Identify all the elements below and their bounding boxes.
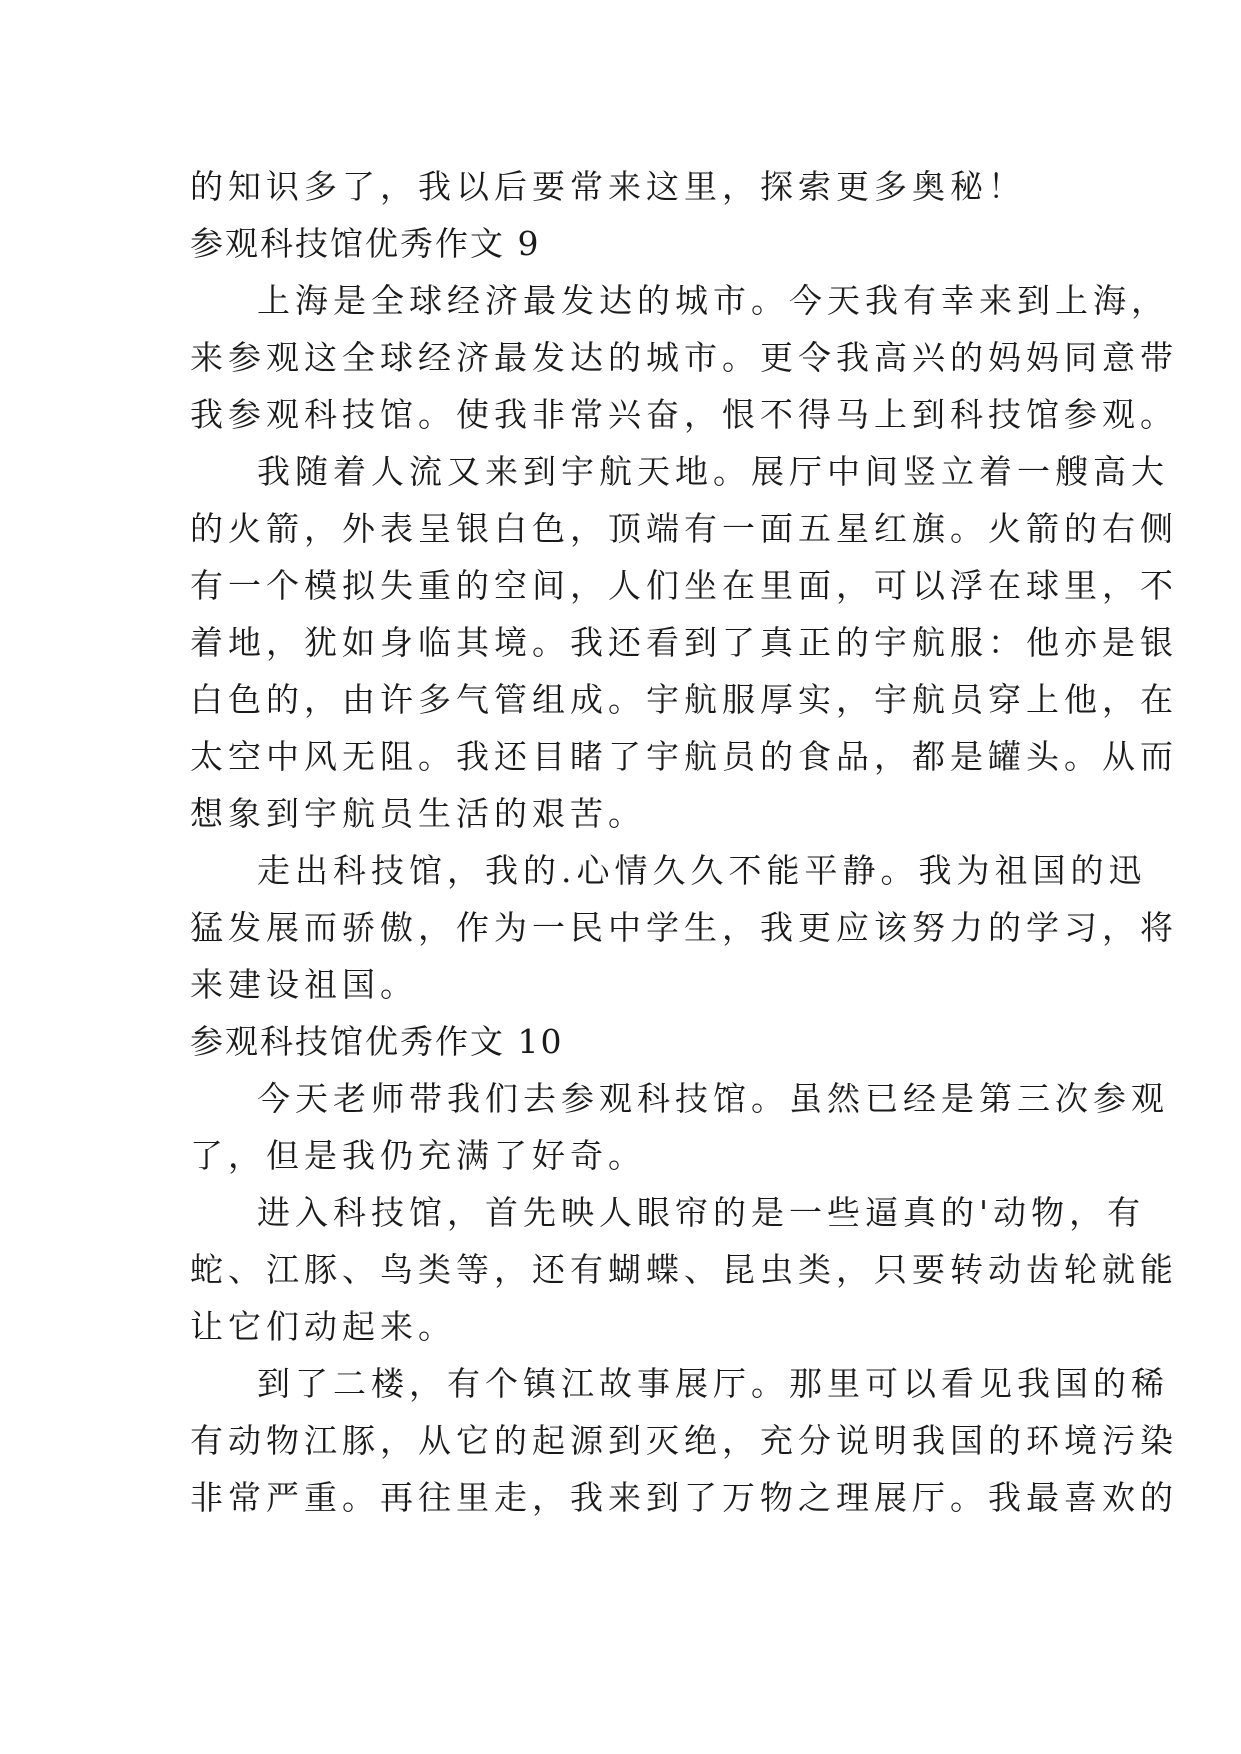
text-line: 走出科技馆，我的.心情久久不能平静。我为祖国的迅 <box>257 851 1147 890</box>
text-line: 蛇、江豚、鸟类等，还有蝴蝶、昆虫类，只要转动齿轮就能 <box>190 1250 1178 1289</box>
text-line: 到了二楼，有个镇江故事展厅。那里可以看见我国的稀 <box>257 1364 1169 1403</box>
text-line: 非常严重。再往里走，我来到了万物之理展厅。我最喜欢的 <box>190 1478 1178 1517</box>
text-line: 的知识多了，我以后要常来这里，探索更多奥秘！ <box>190 167 1026 206</box>
text-line: 白色的，由许多气管组成。宇航服厚实，宇航员穿上他，在 <box>190 680 1178 719</box>
section-heading: 参观科技馆优秀作文 10 <box>190 1022 564 1061</box>
text-line: 今天老师带我们去参观科技馆。虽然已经是第三次参观 <box>257 1079 1169 1118</box>
text-line: 的火箭，外表呈银白色，顶端有一面五星红旗。火箭的右侧 <box>190 509 1178 548</box>
text-line: 猛发展而骄傲，作为一民中学生，我更应该努力的学习，将 <box>190 908 1178 947</box>
text-line: 着地，犹如身临其境。我还看到了真正的宇航服：他亦是银 <box>190 623 1178 662</box>
text-line: 来参观这全球经济最发达的城市。更令我高兴的妈妈同意带 <box>190 338 1178 377</box>
text-line: 我参观科技馆。使我非常兴奋，恨不得马上到科技馆参观。 <box>190 395 1178 434</box>
text-line: 让它们动起来。 <box>190 1307 456 1346</box>
text-line: 进入科技馆，首先映人眼帘的是一些逼真的'动物，有 <box>257 1193 1146 1232</box>
text-line: 有动物江豚，从它的起源到灭绝，充分说明我国的环境污染 <box>190 1421 1178 1460</box>
text-line: 我随着人流又来到宇航天地。展厅中间竖立着一艘高大 <box>257 452 1169 491</box>
text-line: 来建设祖国。 <box>190 965 418 1004</box>
text-line: 了，但是我仍充满了好奇。 <box>190 1136 646 1175</box>
text-line: 有一个模拟失重的空间，人们坐在里面，可以浮在球里，不 <box>190 566 1178 605</box>
text-line: 想象到宇航员生活的艰苦。 <box>190 794 646 833</box>
section-heading: 参观科技馆优秀作文 9 <box>190 224 541 263</box>
text-line: 太空中风无阻。我还目睹了宇航员的食品，都是罐头。从而 <box>190 737 1178 776</box>
text-line: 上海是全球经济最发达的城市。今天我有幸来到上海， <box>257 281 1169 320</box>
